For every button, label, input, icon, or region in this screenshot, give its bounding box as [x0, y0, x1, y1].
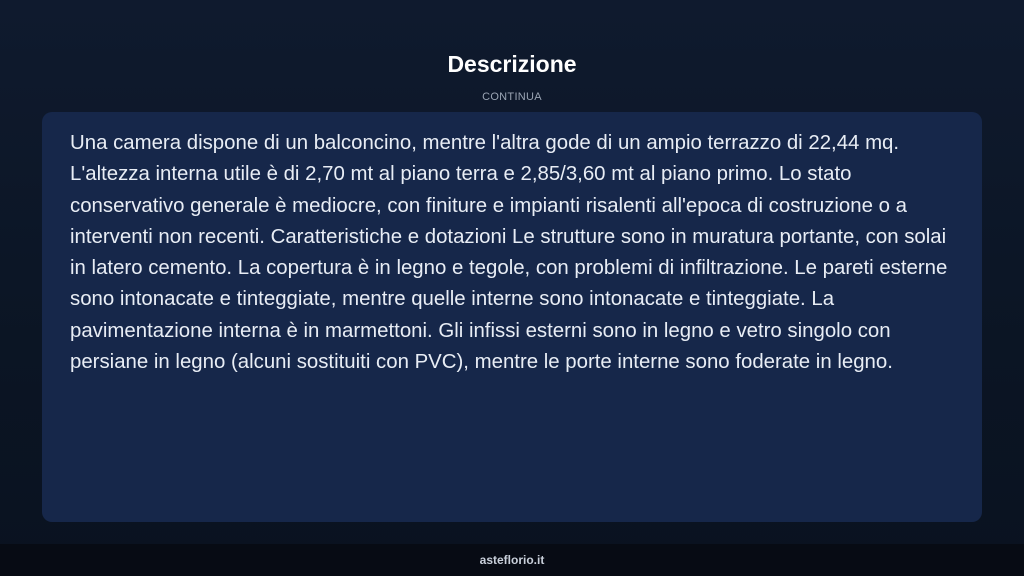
footer-site-label: asteflorio.it: [479, 553, 545, 567]
description-card: [42, 112, 982, 522]
description-text: Una camera dispone di un balconcino, mentre l'altra gode di un ampio terrazzo di 22,44 mq. L'altezza interna utile è di 2,70 mt al piano terra e 2,85/3,60 mt al piano primo. Lo stato conservativo generale è mediocre, con finiture e impianti risalenti all'epoca di costruzione o a interventi non recenti. Caratteristiche e dotazioni Le strutture sono in muratura portante, con solai in latero cemento. La copertura è in legno e tegole, con problemi di infiltrazione. Le pareti esterne sono intonacate e tinteggiate, mentre quelle interne sono intonacate e tinteggiate. La pavimentazione interna è in marmettoni. Gli infissi esterni sono in legno e vetro singolo con persiane in legno (alcuni sostituiti con PVC), mentre le porte interne sono foderate in legno.: [70, 132, 948, 374]
continua-label: CONTINUA: [482, 91, 542, 103]
page-title: Descrizione: [447, 51, 577, 77]
